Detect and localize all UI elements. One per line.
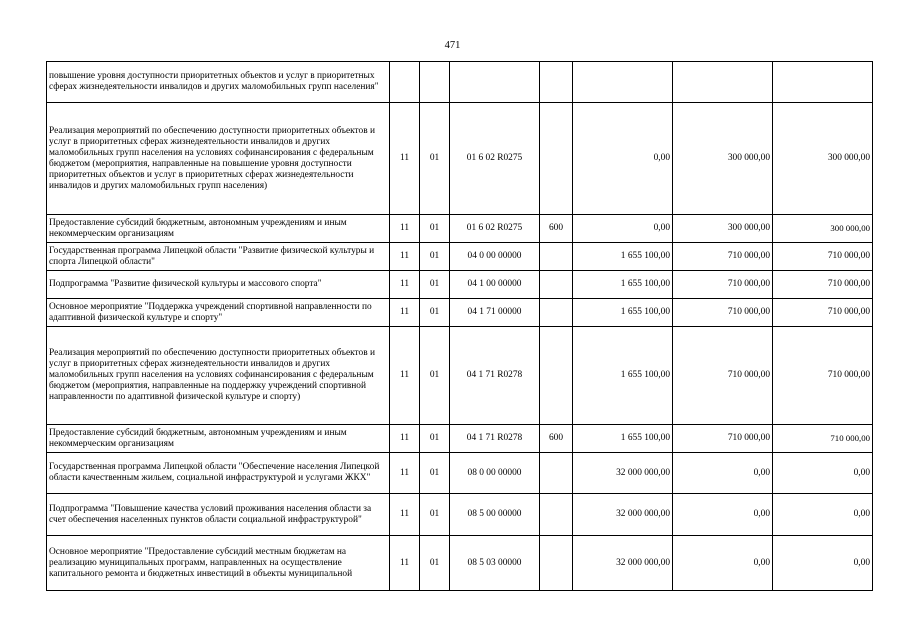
row-section: 01 xyxy=(420,103,450,215)
row-sum-2: 710 000,00 xyxy=(673,243,773,271)
budget-table xyxy=(46,61,873,591)
row-sum-3: 300 000,00 xyxy=(773,103,873,215)
row-ministry: 11 xyxy=(390,453,420,494)
row-article: 04 1 71 R0278 xyxy=(450,327,540,425)
row-article: 01 6 02 R0275 xyxy=(450,215,540,243)
row-ministry: 11 xyxy=(390,327,420,425)
row-sum-1: 32 000 000,00 xyxy=(573,494,673,536)
row-section: 01 xyxy=(420,453,450,494)
table-row xyxy=(47,243,873,271)
row-sum-2: 0,00 xyxy=(673,494,773,536)
table-row xyxy=(47,103,873,215)
row-sum-3: 300 000,00 xyxy=(773,215,873,243)
row-expense-type xyxy=(540,243,573,271)
row-expense-type xyxy=(540,453,573,494)
row-name: Основное мероприятие "Предоставление субсидий местным бюджетам на реализацию муниципальных программ, направленных на осуществление капитального ремонта и бюджетных инвестиций в объекты муниципальной xyxy=(47,536,390,591)
table-row xyxy=(47,453,873,494)
row-article: 01 6 02 R0275 xyxy=(450,103,540,215)
row-sum-3: 0,00 xyxy=(773,536,873,591)
row-name: Предоставление субсидий бюджетным, автономным учреждениям и иным некоммерческим организациям xyxy=(47,425,390,453)
row-expense-type xyxy=(540,62,573,103)
row-name: Подпрограмма "Повышение качества условий проживания населения области за счет обеспечения населенных пунктов области социальной инфраструктурой" xyxy=(47,494,390,536)
row-section: 01 xyxy=(420,494,450,536)
row-expense-type xyxy=(540,271,573,299)
row-sum-1: 32 000 000,00 xyxy=(573,453,673,494)
row-sum-2 xyxy=(673,62,773,103)
row-expense-type xyxy=(540,536,573,591)
row-article: 04 1 71 R0278 xyxy=(450,425,540,453)
row-expense-type xyxy=(540,327,573,425)
row-sum-3: 0,00 xyxy=(773,453,873,494)
row-expense-type xyxy=(540,494,573,536)
row-section xyxy=(420,62,450,103)
table-row xyxy=(47,494,873,536)
row-name: Реализация мероприятий по обеспечению доступности приоритетных объектов и услуг в приоритетных сферах жизнедеятельности инвалидов и других маломобильных групп населения на условиях софинансирования с федеральным бюджетом (мероприятия, направленные на поддержку учреждений спортивной направленности по адаптивной физической культуре и спорту) xyxy=(47,327,390,425)
row-sum-2: 300 000,00 xyxy=(673,103,773,215)
table-row xyxy=(47,299,873,327)
row-ministry: 11 xyxy=(390,536,420,591)
row-name: Основное мероприятие "Поддержка учреждений спортивной направленности по адаптивной физической культуре и спорту" xyxy=(47,299,390,327)
row-article: 04 1 00 00000 xyxy=(450,271,540,299)
table-row xyxy=(47,215,873,243)
row-section: 01 xyxy=(420,536,450,591)
row-ministry: 11 xyxy=(390,299,420,327)
row-sum-3: 0,00 xyxy=(773,494,873,536)
row-sum-3: 710 000,00 xyxy=(773,243,873,271)
table-row xyxy=(47,327,873,425)
row-section: 01 xyxy=(420,327,450,425)
row-sum-2: 710 000,00 xyxy=(673,425,773,453)
row-sum-1: 1 655 100,00 xyxy=(573,271,673,299)
row-section: 01 xyxy=(420,271,450,299)
row-sum-2: 0,00 xyxy=(673,453,773,494)
row-sum-1: 0,00 xyxy=(573,103,673,215)
table-row xyxy=(47,62,873,103)
table-row xyxy=(47,271,873,299)
row-sum-1: 32 000 000,00 xyxy=(573,536,673,591)
row-sum-2: 710 000,00 xyxy=(673,271,773,299)
row-section: 01 xyxy=(420,243,450,271)
row-sum-1: 1 655 100,00 xyxy=(573,243,673,271)
row-expense-type: 600 xyxy=(540,425,573,453)
row-ministry: 11 xyxy=(390,103,420,215)
row-name: Реализация мероприятий по обеспечению доступности приоритетных объектов и услуг в приоритетных сферах жизнедеятельности инвалидов и других маломобильных групп населения на условиях софинансирования с федеральным бюджетом (мероприятия, направленные на повышение уровня доступности приоритетных объектов и услуг в приоритетных сферах жизнедеятельности инвалидов и других маломобильных групп населения) xyxy=(47,103,390,215)
row-name: Предоставление субсидий бюджетным, автономным учреждениям и иным некоммерческим организациям xyxy=(47,215,390,243)
row-ministry: 11 xyxy=(390,494,420,536)
row-sum-2: 710 000,00 xyxy=(673,327,773,425)
row-sum-3 xyxy=(773,62,873,103)
row-article xyxy=(450,62,540,103)
row-sum-3: 710 000,00 xyxy=(773,271,873,299)
page-number: 471 xyxy=(444,40,461,51)
row-name: Подпрограмма "Развитие физической культуры и массового спорта" xyxy=(47,271,390,299)
row-sum-1: 1 655 100,00 xyxy=(573,425,673,453)
row-article: 08 5 03 00000 xyxy=(450,536,540,591)
row-sum-2: 710 000,00 xyxy=(673,299,773,327)
row-sum-1: 1 655 100,00 xyxy=(573,299,673,327)
row-article: 04 0 00 00000 xyxy=(450,243,540,271)
row-sum-1: 1 655 100,00 xyxy=(573,327,673,425)
row-expense-type xyxy=(540,299,573,327)
row-name: повышение уровня доступности приоритетных объектов и услуг в приоритетных сферах жизнедеятельности инвалидов и других маломобильных групп населения" xyxy=(47,62,390,103)
row-sum-2: 0,00 xyxy=(673,536,773,591)
row-section: 01 xyxy=(420,215,450,243)
row-sum-3: 710 000,00 xyxy=(773,327,873,425)
row-expense-type: 600 xyxy=(540,215,573,243)
row-ministry: 11 xyxy=(390,425,420,453)
row-sum-1: 0,00 xyxy=(573,215,673,243)
row-ministry: 11 xyxy=(390,271,420,299)
table-row xyxy=(47,536,873,591)
row-ministry: 11 xyxy=(390,215,420,243)
row-name: Государственная программа Липецкой области "Обеспечение населения Липецкой области качественным жильем, социальной инфраструктурой и услугами ЖКХ" xyxy=(47,453,390,494)
row-ministry xyxy=(390,62,420,103)
row-name: Государственная программа Липецкой области "Развитие физической культуры и спорта Липецкой области" xyxy=(47,243,390,271)
row-ministry: 11 xyxy=(390,243,420,271)
table-row xyxy=(47,425,873,453)
row-section: 01 xyxy=(420,425,450,453)
row-sum-3: 710 000,00 xyxy=(773,425,873,453)
row-sum-3: 710 000,00 xyxy=(773,299,873,327)
row-section: 01 xyxy=(420,299,450,327)
row-expense-type xyxy=(540,103,573,215)
row-article: 08 0 00 00000 xyxy=(450,453,540,494)
row-sum-1 xyxy=(573,62,673,103)
row-article: 04 1 71 00000 xyxy=(450,299,540,327)
row-sum-2: 300 000,00 xyxy=(673,215,773,243)
row-article: 08 5 00 00000 xyxy=(450,494,540,536)
